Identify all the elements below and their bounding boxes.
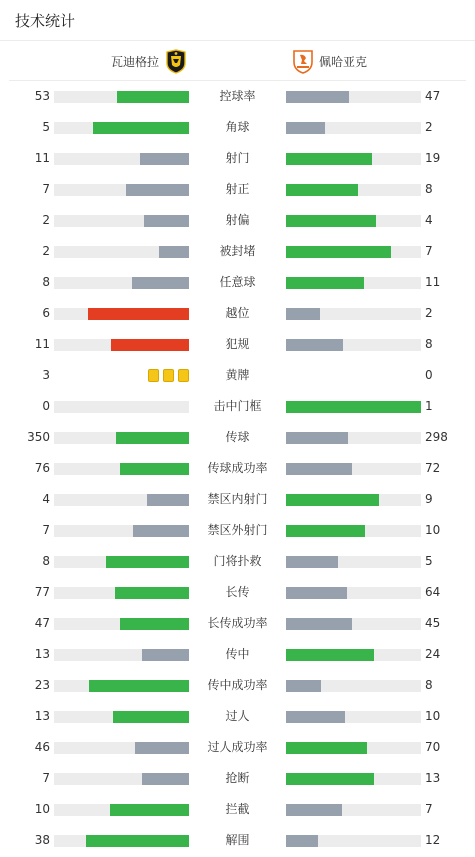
home-bar [126,184,189,196]
home-bar [120,618,189,630]
away-value: 10 [425,709,441,723]
home-bar [89,680,189,692]
away-value: 298 [425,430,448,444]
stat-label: 射正 [225,182,250,196]
home-bar-track [54,122,189,134]
home-bar-track [54,835,189,847]
stat-row [0,608,475,639]
away-bar-track [286,432,421,444]
away-bar [286,91,349,103]
stat-row [0,794,475,825]
home-value: 11 [34,337,50,351]
home-value: 53 [34,89,50,103]
away-bar-track [286,804,421,816]
home-bar [142,649,189,661]
home-team[interactable] [111,49,187,74]
home-bar [117,91,189,103]
away-team-logo-icon [292,49,314,74]
stat-row [0,546,475,577]
stat-row [0,329,475,360]
away-value: 11 [425,275,441,289]
away-value: 2 [425,120,433,134]
stat-label: 黄牌 [225,368,250,382]
away-value: 9 [425,492,433,506]
home-bar [144,215,189,227]
away-bar [286,277,364,289]
away-value: 0 [425,368,433,382]
away-team-name: 佩哈亚克 [319,55,368,69]
stat-label: 击中门框 [213,399,262,413]
home-value: 8 [42,275,50,289]
stat-label: 传中成功率 [207,678,268,692]
home-value: 350 [27,430,50,444]
stat-label: 过人成功率 [207,740,268,754]
stat-row [0,670,475,701]
stat-row [0,577,475,608]
away-bar [286,494,379,506]
stat-row [0,81,475,112]
home-value: 47 [34,616,50,630]
home-bar-track [54,742,189,754]
away-bar [286,835,318,847]
home-value: 7 [42,523,50,537]
home-bar-track [54,91,189,103]
home-bar [132,277,189,289]
teams-header [9,41,466,81]
stat-row [0,360,475,391]
away-bar-track [286,649,421,661]
stat-row [0,391,475,422]
away-bar [286,649,374,661]
away-bar-track [286,556,421,568]
away-bar [286,618,352,630]
stat-label: 传球成功率 [207,461,268,475]
away-bar [286,556,338,568]
stats-list [0,81,475,856]
away-bar [286,184,358,196]
home-bar [111,339,189,351]
home-bar-track [54,308,189,320]
home-value: 5 [42,120,50,134]
away-bar [286,773,374,785]
away-value: 2 [425,306,433,320]
home-bar-track [54,804,189,816]
away-bar [286,308,320,320]
home-bar [106,556,189,568]
stat-row [0,825,475,856]
stat-row [0,298,475,329]
stat-label: 角球 [225,120,250,134]
away-bar-track [286,122,421,134]
away-team[interactable] [292,49,367,74]
home-value: 4 [42,492,50,506]
home-bar [159,246,189,258]
home-value: 7 [42,771,50,785]
home-bar [120,463,189,475]
home-bar [133,525,189,537]
home-value: 6 [42,306,50,320]
home-bar [115,587,189,599]
stat-label: 过人 [225,709,250,723]
away-value: 12 [425,833,441,847]
away-bar-track [286,742,421,754]
away-value: 1 [425,399,433,413]
stat-row [0,701,475,732]
home-bar-track [54,711,189,723]
stat-label: 门将扑救 [213,554,262,568]
home-bar [135,742,189,754]
away-value: 45 [425,616,441,630]
away-bar [286,153,372,165]
home-value: 13 [34,647,50,661]
away-bar [286,711,345,723]
stat-row [0,236,475,267]
away-value: 7 [425,244,433,258]
home-value: 2 [42,244,50,258]
stat-label: 被封堵 [219,244,256,258]
away-bar-track [286,494,421,506]
home-bar-track [54,773,189,785]
home-value: 10 [34,802,50,816]
yellow-card-icon [163,369,174,382]
home-bar-track [54,246,189,258]
stat-label: 禁区内射门 [207,492,268,506]
home-team-logo-icon [165,49,187,74]
stat-label: 解围 [225,833,250,847]
home-bar-track [54,525,189,537]
home-bar [88,308,189,320]
away-bar [286,463,352,475]
home-bar-track [54,339,189,351]
page-title: 技术统计 [15,11,76,30]
home-bar [113,711,189,723]
home-team-name: 瓦迪格拉 [110,55,159,69]
stat-row [0,732,475,763]
home-bar-track [54,401,189,413]
home-value: 23 [34,678,50,692]
away-value: 72 [425,461,441,475]
away-value: 8 [425,182,433,196]
home-bar-track [54,184,189,196]
away-bar-track [286,339,421,351]
away-bar [286,122,325,134]
away-value: 8 [425,337,433,351]
stat-label: 禁区外射门 [207,523,268,537]
home-bar-track [54,556,189,568]
stat-row [0,639,475,670]
yellow-card-icon [178,369,189,382]
away-value: 19 [425,151,441,165]
home-value: 2 [42,213,50,227]
stat-row [0,205,475,236]
away-bar [286,742,367,754]
away-bar-track [286,246,421,258]
stat-label: 长传 [225,585,250,599]
away-value: 13 [425,771,441,785]
home-value: 0 [42,399,50,413]
away-value: 5 [425,554,433,568]
away-bar-track [286,91,421,103]
away-value: 4 [425,213,433,227]
stat-label: 传中 [225,647,250,661]
home-bar-track [54,277,189,289]
away-value: 47 [425,89,441,103]
away-bar-track [286,618,421,630]
away-value: 24 [425,647,441,661]
home-bar-track [54,649,189,661]
away-bar-track [286,525,421,537]
away-bar-track [286,463,421,475]
home-bar [116,432,189,444]
home-bar [147,494,189,506]
home-bar [93,122,189,134]
away-bar [286,680,321,692]
stat-label: 射偏 [225,213,250,227]
home-bar [142,773,189,785]
home-bar-track [54,153,189,165]
away-bar [286,339,343,351]
home-bar [140,153,190,165]
away-bar [286,215,376,227]
away-bar-track [286,308,421,320]
away-bar [286,525,365,537]
stat-label: 越位 [225,306,250,320]
away-bar-track [286,401,421,413]
away-bar-track [286,277,421,289]
away-bar-track [286,153,421,165]
away-bar [286,401,421,413]
home-value: 3 [42,368,50,382]
away-value: 7 [425,802,433,816]
home-value: 13 [34,709,50,723]
home-yellow-cards [148,369,189,382]
header [0,0,475,41]
stat-label: 长传成功率 [207,616,268,630]
away-value: 10 [425,523,441,537]
stat-row [0,763,475,794]
home-value: 11 [34,151,50,165]
home-bar [86,835,189,847]
home-bar-track [54,463,189,475]
stat-row [0,112,475,143]
away-bar [286,432,348,444]
stat-row [0,143,475,174]
home-value: 8 [42,554,50,568]
stat-row [0,484,475,515]
away-bar-track [286,773,421,785]
home-bar-track [54,432,189,444]
stat-row [0,267,475,298]
stat-label: 控球率 [219,89,256,103]
home-value: 77 [34,585,50,599]
stat-row [0,174,475,205]
home-bar-track [54,587,189,599]
stat-label: 拦截 [225,802,250,816]
stat-label: 射门 [225,151,250,165]
stat-row [0,515,475,546]
away-bar-track [286,215,421,227]
home-value: 7 [42,182,50,196]
away-bar-track [286,680,421,692]
home-bar-track [54,680,189,692]
stat-label: 犯规 [225,337,250,351]
home-bar-track [54,215,189,227]
away-value: 70 [425,740,441,754]
stat-row [0,453,475,484]
away-bar [286,246,391,258]
stat-label: 传球 [225,430,250,444]
away-bar-track [286,184,421,196]
away-bar-track [286,587,421,599]
stat-label: 任意球 [219,275,256,289]
away-value: 8 [425,678,433,692]
home-bar [110,804,189,816]
away-bar [286,587,347,599]
away-bar-track [286,711,421,723]
home-value: 46 [34,740,50,754]
home-bar-track [54,494,189,506]
away-bar [286,804,342,816]
away-value: 64 [425,585,441,599]
home-value: 76 [34,461,50,475]
yellow-card-icon [148,369,159,382]
home-value: 38 [34,833,50,847]
home-bar-track [54,618,189,630]
stat-label: 抢断 [225,771,250,785]
stat-row [0,422,475,453]
away-bar-track [286,835,421,847]
